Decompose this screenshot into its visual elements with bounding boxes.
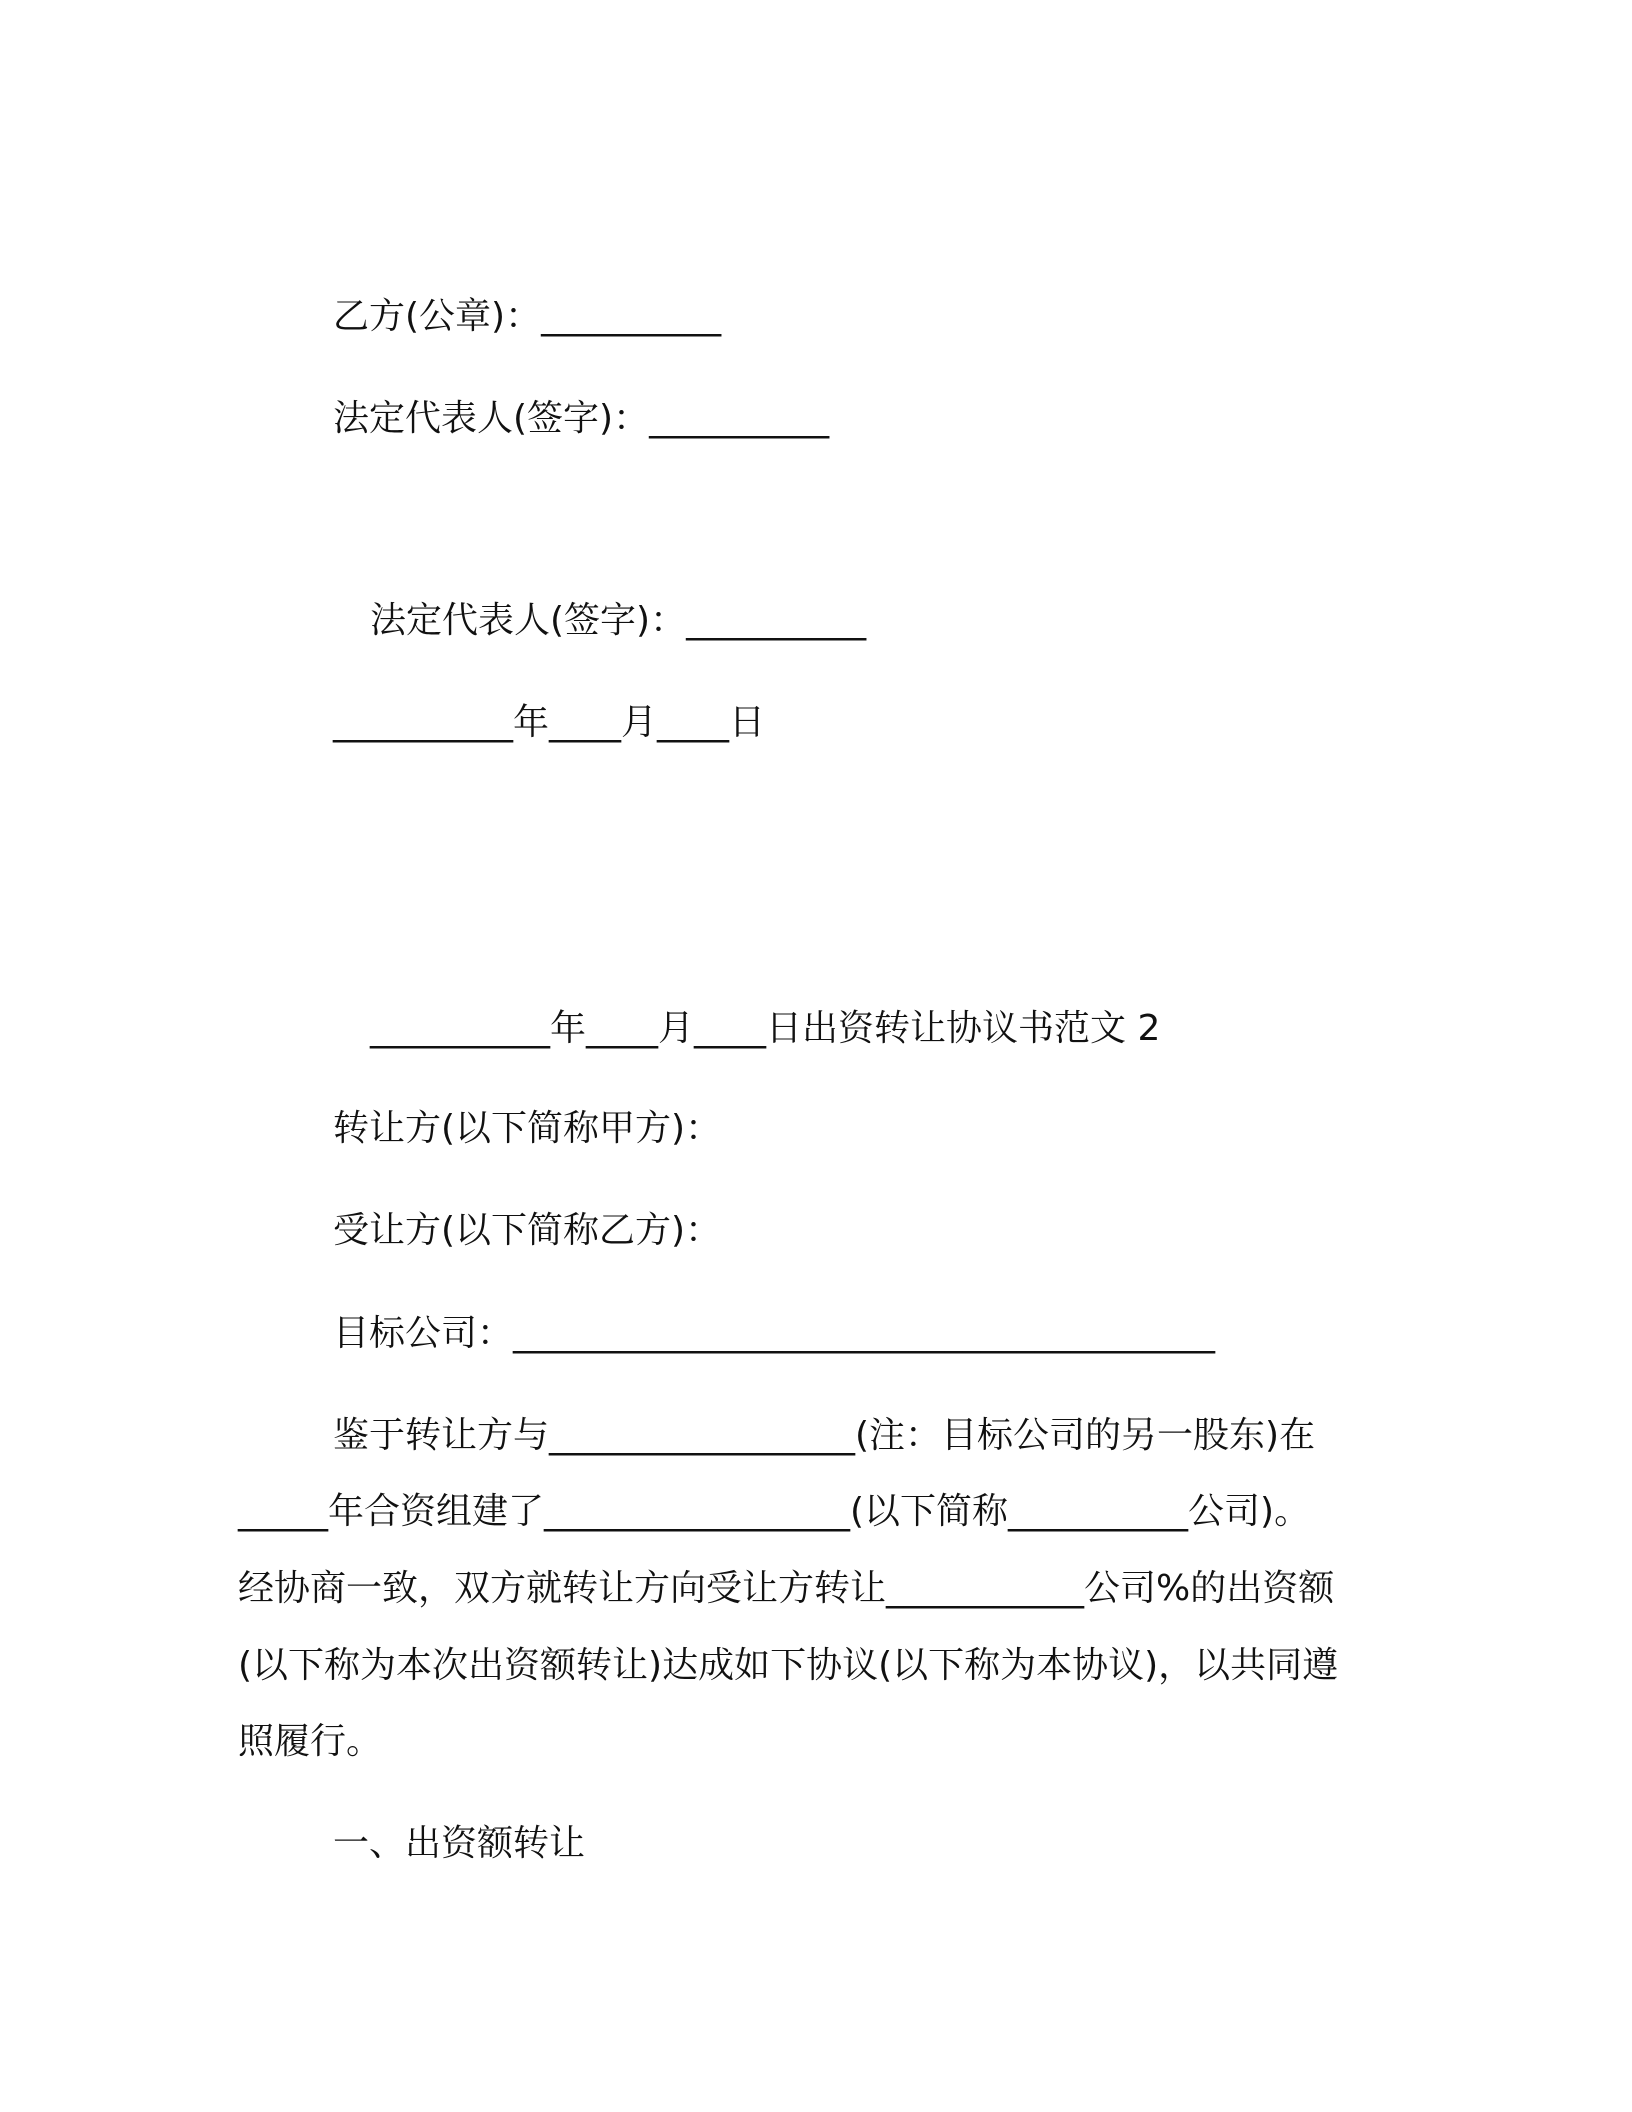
target-company-line: 目标公司：_______________________________________	[333, 1313, 1216, 1354]
document-title: __________年____月____日出资转让协议书范文 2	[370, 1008, 1161, 1049]
recital-line-1: 鉴于转让方与_________________(注：目标公司的另一股东)在	[333, 1415, 1316, 1456]
recital-line-5: 照履行。	[238, 1721, 383, 1762]
party-b-seal-line: 乙方(公章)：__________	[333, 296, 722, 337]
recital-line-2: _____年合资组建了_________________(以下简称__________公司)。	[238, 1491, 1311, 1532]
transferor-line: 转让方(以下简称甲方)：	[333, 1108, 722, 1149]
recital-line-4: (以下称为本次出资额转让)达成如下协议(以下称为本协议)，以共同遵	[238, 1645, 1339, 1686]
section-heading-1: 一、出资额转让	[333, 1823, 586, 1864]
date-line: __________年____月____日	[333, 702, 765, 743]
legal-representative-line-2: 法定代表人(签字)：__________	[370, 600, 867, 641]
recital-line-3: 经协商一致，双方就转让方向受让方转让___________公司%的出资额	[238, 1568, 1335, 1609]
transferee-line: 受让方(以下简称乙方)：	[333, 1210, 722, 1251]
legal-representative-line: 法定代表人(签字)：__________	[333, 398, 830, 439]
